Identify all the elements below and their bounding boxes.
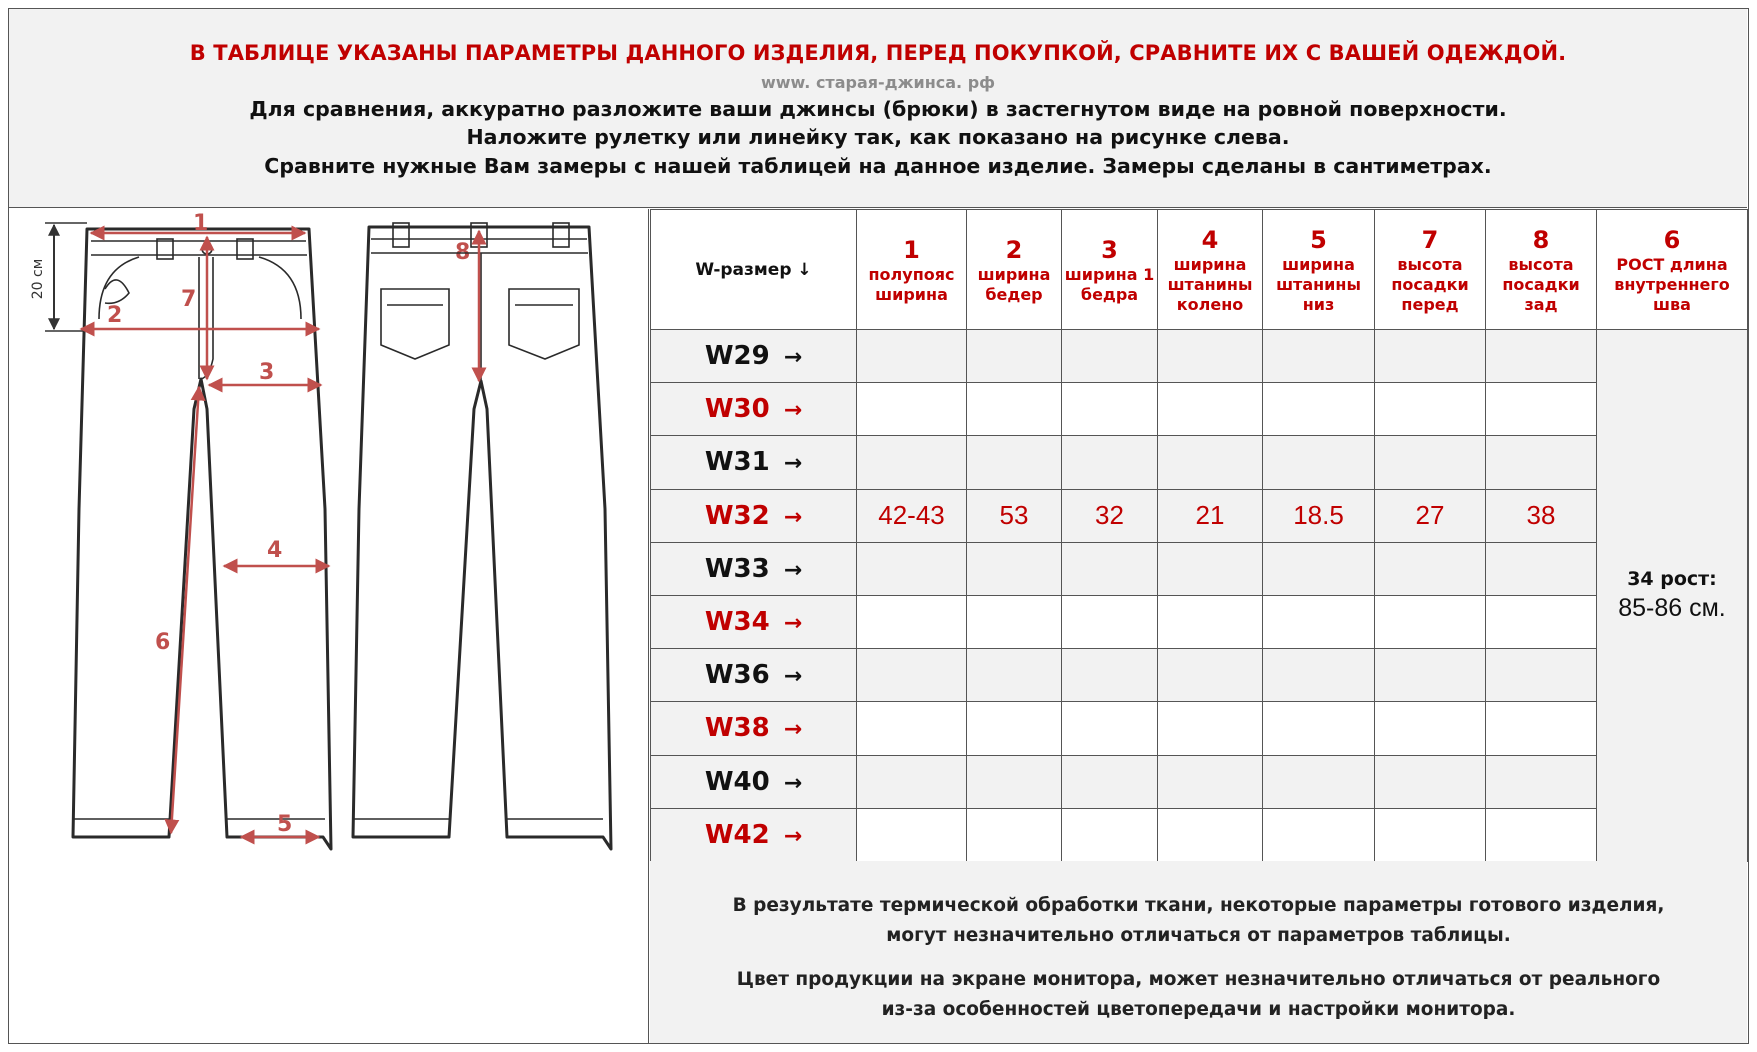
size-label: W31 <box>704 447 770 478</box>
value-cell <box>1486 649 1597 702</box>
table-row <box>651 649 1748 702</box>
size-label: W33 <box>704 553 770 584</box>
value-cell <box>1158 649 1263 702</box>
value-cell <box>1158 436 1263 489</box>
value-cell <box>1263 808 1375 861</box>
size-label: W34 <box>704 607 770 638</box>
note-line-3: Цвет продукции на экране монитора, может незначительно отличаться от реального <box>736 969 1661 990</box>
value-cell <box>1158 542 1263 595</box>
value-cell <box>857 808 967 861</box>
value-cell <box>1062 595 1158 648</box>
column-header-5: 5 ширина штанины низ <box>1263 210 1375 330</box>
table-row <box>651 755 1748 808</box>
value-cell: 38 <box>1486 489 1597 542</box>
value-cell <box>1375 330 1486 383</box>
marker-7: 7 <box>181 287 197 312</box>
jeans-drawing <box>9 209 649 1043</box>
marker-6: 6 <box>155 630 171 655</box>
value-cell <box>967 330 1062 383</box>
value-cell <box>857 330 967 383</box>
arrow-right-icon: → <box>783 398 803 424</box>
value-cell <box>1486 808 1597 861</box>
size-cell <box>651 436 857 489</box>
value-cell <box>1158 383 1263 436</box>
size-label: W40 <box>704 766 770 797</box>
size-label: W32 <box>704 500 770 531</box>
value-cell <box>857 383 967 436</box>
size-cell <box>651 489 857 542</box>
jeans-measurement-diagram <box>9 209 649 1043</box>
value-cell <box>1375 436 1486 489</box>
column-header-1: 1 полупояс ширина <box>857 210 967 330</box>
value-cell: 18.5 <box>1263 489 1375 542</box>
value-cell <box>967 649 1062 702</box>
value-cell <box>967 436 1062 489</box>
value-cell <box>1062 808 1158 861</box>
arrow-right-icon: → <box>783 664 803 690</box>
value-cell <box>1263 383 1375 436</box>
value-cell <box>857 542 967 595</box>
value-cell <box>1263 436 1375 489</box>
value-cell <box>1062 542 1158 595</box>
value-cell <box>1062 755 1158 808</box>
site-url: www. старая-джинса. рф <box>760 73 996 92</box>
table-row <box>651 702 1748 755</box>
marker-2: 2 <box>107 303 123 328</box>
size-table <box>650 209 1748 862</box>
header-panel <box>9 9 1747 208</box>
value-cell <box>1062 330 1158 383</box>
value-cell <box>967 383 1062 436</box>
value-cell <box>1062 649 1158 702</box>
size-cell <box>651 808 857 861</box>
size-cell <box>651 702 857 755</box>
size-label: W42 <box>704 819 770 850</box>
value-cell <box>1158 808 1263 861</box>
size-cell <box>651 330 857 383</box>
disclaimer-note <box>650 861 1747 1043</box>
value-cell <box>967 755 1062 808</box>
value-cell <box>967 808 1062 861</box>
arrow-right-icon: → <box>783 504 803 530</box>
value-cell: 27 <box>1375 489 1486 542</box>
column-header-4: 4 ширина штанины колено <box>1158 210 1263 330</box>
marker-4: 4 <box>267 538 283 563</box>
table-row <box>651 436 1748 489</box>
marker-1: 1 <box>193 211 209 236</box>
note-line-4: из-за особенностей цветопередачи и настройки монитора. <box>881 999 1516 1020</box>
value-cell <box>857 595 967 648</box>
value-cell <box>1375 755 1486 808</box>
arrow-right-icon: → <box>783 557 803 583</box>
table-row <box>651 542 1748 595</box>
value-cell <box>1375 808 1486 861</box>
size-label: W30 <box>704 394 770 425</box>
value-cell <box>1263 595 1375 648</box>
instruction-line-1: Для сравнения, аккуратно разложите ваши джинсы (брюки) в застегнутом виде на ровной поверхности. <box>249 97 1507 121</box>
arrow-right-icon: → <box>783 717 803 743</box>
value-cell <box>1158 595 1263 648</box>
value-cell <box>1158 330 1263 383</box>
column-header-7: 7 высота посадки перед <box>1375 210 1486 330</box>
rost-value: 85-86 см. <box>1618 593 1726 622</box>
arrow-right-icon: → <box>783 611 803 637</box>
value-cell <box>1486 330 1597 383</box>
value-cell: 21 <box>1158 489 1263 542</box>
column-header-8: 8 высота посадки зад <box>1486 210 1597 330</box>
arrow-right-icon: → <box>783 451 803 477</box>
size-label: W29 <box>704 341 770 372</box>
table-header-row <box>651 210 1748 330</box>
value-cell <box>1375 649 1486 702</box>
value-cell <box>967 702 1062 755</box>
value-cell <box>1486 755 1597 808</box>
warning-title: В ТАБЛИЦЕ УКАЗАНЫ ПАРАМЕТРЫ ДАННОГО ИЗДЕЛИЯ, ПЕРЕД ПОКУПКОЙ, СРАВНИТЕ ИХ С ВАШЕЙ ОДЕЖДОЙ. <box>189 41 1567 65</box>
value-cell <box>1263 542 1375 595</box>
value-cell <box>1062 702 1158 755</box>
value-cell <box>1263 330 1375 383</box>
value-cell <box>967 595 1062 648</box>
size-cell <box>651 649 857 702</box>
value-cell <box>1486 542 1597 595</box>
column-header-3: 3 ширина 1 бедра <box>1062 210 1158 330</box>
value-cell <box>1263 755 1375 808</box>
value-cell <box>967 542 1062 595</box>
value-cell <box>1375 383 1486 436</box>
value-cell <box>857 649 967 702</box>
instruction-line-3: Сравните нужные Вам замеры с нашей таблицей на данное изделие. Замеры сделаны в сантиметрах. <box>264 154 1492 178</box>
value-cell <box>1486 702 1597 755</box>
arrow-right-icon: → <box>783 345 803 371</box>
value-cell <box>1158 755 1263 808</box>
size-label: W38 <box>704 713 770 744</box>
column-header-2: 2 ширина бедер <box>967 210 1062 330</box>
value-cell <box>857 702 967 755</box>
value-cell <box>1486 595 1597 648</box>
size-cell <box>651 755 857 808</box>
table-row <box>651 595 1748 648</box>
value-cell: 32 <box>1062 489 1158 542</box>
value-cell <box>1062 383 1158 436</box>
arrow-right-icon: → <box>783 770 803 796</box>
value-cell <box>1486 383 1597 436</box>
value-cell <box>857 755 967 808</box>
size-cell <box>651 542 857 595</box>
table-row <box>651 489 1748 542</box>
marker-8: 8 <box>455 240 471 265</box>
value-cell <box>1375 702 1486 755</box>
table-row <box>651 383 1748 436</box>
size-chart-frame <box>8 8 1749 1044</box>
marker-5: 5 <box>277 812 293 837</box>
note-line-2: могут незначительно отличаться от параметров таблицы. <box>886 925 1511 946</box>
value-cell <box>857 436 967 489</box>
size-cell <box>651 595 857 648</box>
note-line-1: В результате термической обработки ткани, некоторые параметры готового изделия, <box>732 895 1665 916</box>
value-cell <box>1486 436 1597 489</box>
value-cell <box>1158 702 1263 755</box>
arrow-right-icon: → <box>783 823 803 849</box>
rost-label: 34 рост: <box>1627 567 1717 590</box>
value-cell <box>1263 702 1375 755</box>
instruction-line-2: Наложите рулетку или линейку так, как показано на рисунке слева. <box>466 125 1290 149</box>
size-cell <box>651 383 857 436</box>
size-label: W36 <box>704 660 770 691</box>
height-label: 20 см <box>30 258 46 300</box>
table-row <box>651 808 1748 861</box>
value-cell <box>1375 542 1486 595</box>
marker-3: 3 <box>259 360 275 385</box>
value-cell: 53 <box>967 489 1062 542</box>
value-cell: 42-43 <box>857 489 967 542</box>
value-cell <box>1263 649 1375 702</box>
inseam-length-cell <box>1597 330 1748 862</box>
table-row <box>651 330 1748 383</box>
value-cell <box>1375 595 1486 648</box>
column-header-6: 6 РОСТ длина внутреннего шва <box>1597 210 1748 330</box>
value-cell <box>1062 436 1158 489</box>
size-column-header: W-размер ↓ <box>651 210 857 330</box>
